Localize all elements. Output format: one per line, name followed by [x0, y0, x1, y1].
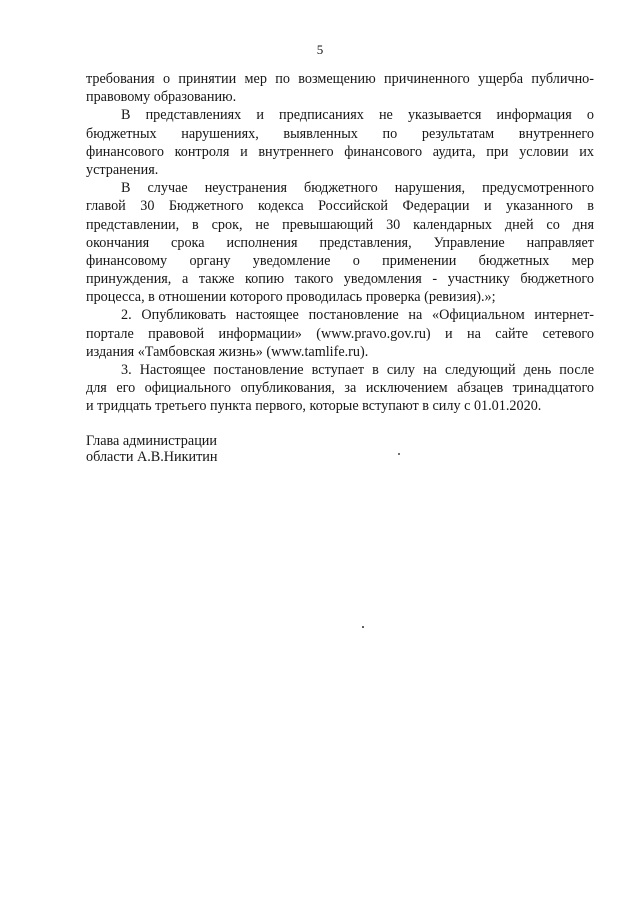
page-number: 5	[316, 42, 324, 57]
text-line: 2. Опубликовать настоящее постановление на «Официальном интернет-	[121, 307, 594, 324]
text-line: финансового контроля и внутреннего финансового аудита, при условии их	[86, 143, 594, 160]
signature-name: области А.В.Никитин	[86, 449, 218, 465]
text-line: бюджетных нарушениях, выявленных по результатам внутреннего	[86, 125, 594, 142]
signature-block	[86, 433, 217, 465]
text-line: издания «Тамбовская жизнь» (www.tamlife.ru).	[86, 343, 369, 360]
text-line: правовому образованию.	[86, 89, 237, 106]
text-line: финансовому органу уведомление о применении бюджетных мер	[86, 252, 594, 269]
text-line: устранения.	[86, 161, 159, 178]
scan-speck	[362, 626, 364, 628]
text-line: требования о принятии мер по возмещению причиненного ущерба публично-	[86, 71, 594, 87]
text-line: В представлениях и предписаниях не указывается информация о	[121, 107, 594, 124]
text-line: В случае неустранения бюджетного нарушения, предусмотренного	[121, 180, 594, 197]
scan-speck	[398, 453, 400, 455]
text-line: и тридцать третьего пункта первого, которые вступают в силу с 01.01.2020.	[86, 398, 542, 415]
text-line: принуждения, а также копию такого уведомления - участнику бюджетного	[86, 271, 594, 288]
text-line: для его официального опубликования, за исключением абзацев тринадцатого	[86, 380, 594, 397]
signature-title: Глава администрации	[86, 433, 217, 449]
text-line: процесса, в отношении которого проводилась проверка (ревизия).»;	[86, 289, 496, 306]
document-body	[86, 70, 594, 416]
text-line: портале правовой информации» (www.pravo.gov.ru) и на сайте сетевого	[86, 325, 594, 342]
text-line: 3. Настоящее постановление вступает в силу на следующий день после	[121, 362, 594, 378]
text-line: главой 30 Бюджетного кодекса Российской Федерации и указанного в	[86, 198, 594, 215]
text-line: окончания срока исполнения представления, Управление направляет	[86, 234, 594, 251]
text-line: представлении, в срок, не превышающий 30 календарных дней со дня	[86, 216, 594, 233]
